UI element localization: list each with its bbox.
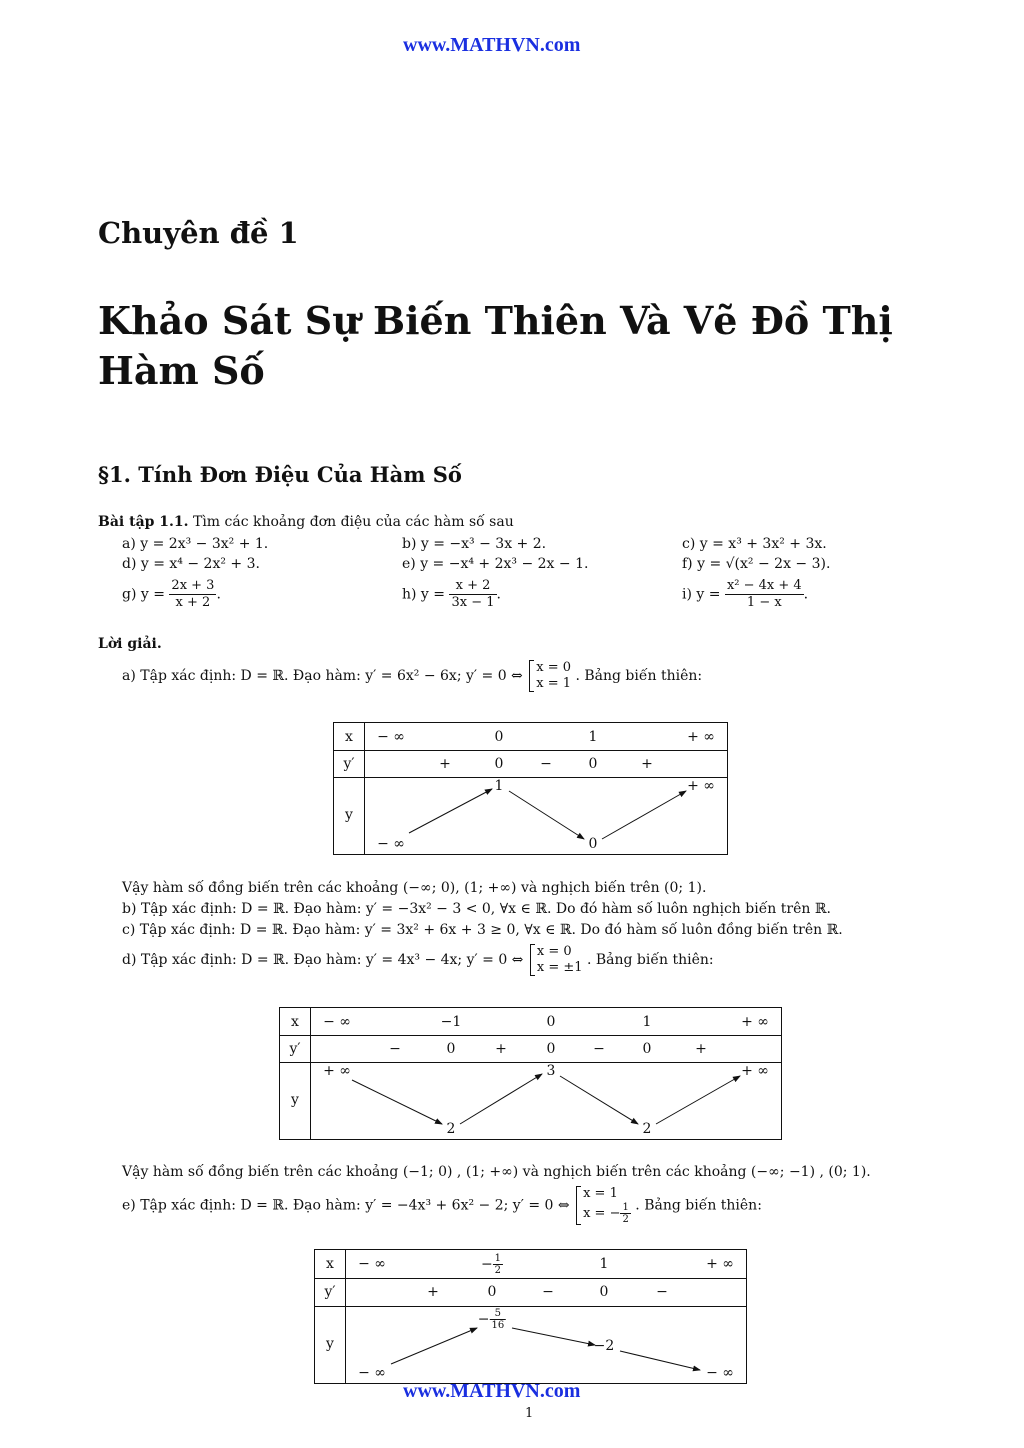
solution-a-conclusion: Vậy hàm số đồng biến trên các khoảng (−∞; 0), (1; +∞) và nghịch biến trên (0; 1). [122, 880, 707, 896]
e-sys-2-den: 2 [622, 1214, 629, 1225]
table-d-y-1: 2 [446, 1121, 456, 1137]
table-d-arrow-up-2 [656, 1076, 740, 1124]
table-a-y-label: y [345, 807, 353, 823]
solution-e-text: e) Tập xác định: D = ℝ. Đạo hàm: y′ = −4x³ + 6x² − 2; y′ = 0 ⇔ [122, 1197, 570, 1214]
table-e-y-3: − ∞ [706, 1365, 734, 1381]
table-d-arrows [280, 1008, 781, 1139]
exercise-heading [98, 514, 514, 530]
e-sys-1: x = 1 [583, 1186, 618, 1201]
variation-table-a [333, 722, 728, 855]
variation-table-e [314, 1249, 747, 1384]
table-e-arrow-up-1 [391, 1328, 477, 1364]
table-d-arrow-down-1 [352, 1080, 442, 1124]
section-title: §1. Tính Đơn Điệu Của Hàm Số [98, 462, 462, 487]
table-a-y-2: 0 [588, 836, 598, 852]
solution-label: Lời giải. [98, 636, 162, 652]
table-a-yp-0: + [439, 756, 451, 772]
table-a-x-label: x [345, 729, 353, 745]
table-d-y-label: y [291, 1092, 299, 1108]
table-e-arrow-down-2 [620, 1351, 700, 1370]
table-e-y-label: y [326, 1336, 334, 1352]
table-a-x-3: + ∞ [687, 729, 715, 745]
solution-a-text: a) Tập xác định: D = ℝ. Đạo hàm: y′ = 6x² − 6x; y′ = 0 ⇔ [122, 668, 523, 684]
table-e-y-1-den: 16 [491, 1320, 505, 1331]
item-g-fraction [169, 578, 216, 611]
table-d-yp-label: y′ [289, 1041, 301, 1057]
table-d-x-label: x [291, 1014, 299, 1030]
item-i-den: 1 − x [746, 595, 782, 610]
table-d-yp-0: − [389, 1041, 401, 1057]
solution-a-line [122, 660, 702, 692]
table-d-arrow-down-2 [560, 1076, 638, 1124]
table-a-yp-3: 0 [588, 756, 598, 772]
table-d-x-4: + ∞ [741, 1014, 769, 1030]
table-a-yp-4: + [641, 756, 653, 772]
table-a-arrow-up-2 [602, 791, 686, 839]
exercise-item-a: a) y = 2x³ − 3x² + 1. [122, 536, 269, 552]
item-i-fraction [725, 578, 804, 611]
table-e-y-2: −2 [593, 1338, 615, 1354]
variation-table-d [279, 1007, 782, 1140]
table-e-y-1-num: 5 [490, 1308, 507, 1320]
exercise-item-d: d) y = x⁴ − 2x² + 3. [122, 556, 260, 572]
table-e-yp-4: − [656, 1284, 668, 1300]
exercise-item-h: h) y = $\frac{x + 2}{3x - 1}$ . [402, 578, 501, 610]
item-g-den: x + 2 [175, 595, 211, 610]
table-e-arrow-down-1 [512, 1328, 595, 1345]
table-d-yp-2: + [495, 1041, 507, 1057]
table-e-yp-2: − [542, 1284, 554, 1300]
exercise-item-c: c) y = x³ + 3x² + 3x. [682, 536, 827, 552]
table-d-yp-3: 0 [546, 1041, 556, 1057]
solution-d-line [122, 944, 714, 976]
table-e-x-1-den: 2 [494, 1265, 502, 1276]
table-a-yp-label: y′ [343, 756, 355, 772]
table-a-arrow-down-1 [509, 791, 584, 839]
table-e-yp-label: y′ [324, 1284, 336, 1300]
exercise-item-g: g) y = $\frac{2x + 3}{x + 2}$ . [122, 578, 221, 610]
item-h-lead: h) y = [402, 586, 446, 603]
solution-b-line: b) Tập xác định: D = ℝ. Đạo hàm: y′ = −3x² − 3 < 0, ∀x ∈ ℝ. Do đó hàm số luôn nghịch biến trên ℝ. [122, 901, 831, 917]
table-e-x-1-num: 1 [494, 1253, 502, 1264]
solution-c-line: c) Tập xác định: D = ℝ. Đạo hàm: y′ = 3x² + 6x + 3 ≥ 0, ∀x ∈ ℝ. Do đó hàm số luôn đồng biến trên ℝ. [122, 922, 843, 938]
solution-d-tail: . Bảng biến thiên: [586, 952, 714, 968]
item-h-den: 3x − 1 [451, 595, 495, 610]
table-e-yp-1: 0 [487, 1284, 497, 1300]
a-sys-2: x = 1 [536, 676, 572, 691]
exercise-item-f: f) y = √(x² − 2x − 3). [682, 556, 831, 572]
table-d-yp-5: 0 [642, 1041, 652, 1057]
table-a-yp-2: − [540, 756, 552, 772]
table-d-y-4: + ∞ [741, 1063, 769, 1079]
table-a-y-3: + ∞ [687, 778, 715, 794]
e-sys-2-fraction [620, 1202, 630, 1225]
a-sys-1: x = 0 [536, 660, 572, 675]
table-d-arrow-up-1 [460, 1074, 542, 1124]
e-sys-2-lead: x = − [583, 1206, 621, 1221]
table-d-y-0: + ∞ [323, 1063, 351, 1079]
header-site-link[interactable]: www.MATHVN.com [403, 34, 581, 56]
solution-e-line [122, 1186, 762, 1225]
table-d-x-0: − ∞ [323, 1014, 351, 1030]
table-e-yp-0: + [427, 1284, 439, 1300]
item-i-num: x² − 4x + 4 [726, 578, 802, 593]
table-a-y-0: − ∞ [377, 836, 405, 852]
page-number: 1 [525, 1406, 534, 1421]
table-e-y-0: − ∞ [358, 1365, 386, 1381]
exercise-label: Bài tập 1.1. [98, 514, 189, 530]
table-d-yp-4: − [593, 1041, 605, 1057]
table-e-x-0: − ∞ [358, 1256, 386, 1272]
solution-e-system [576, 1186, 631, 1225]
table-e-y-1-sign: − [477, 1311, 490, 1328]
item-i-lead: i) y = [682, 586, 721, 603]
item-h-num: x + 2 [449, 578, 496, 595]
solution-a-tail: . Bảng biến thiên: [575, 668, 703, 684]
table-a-x-2: 1 [588, 729, 598, 745]
table-a-x-1: 0 [494, 729, 504, 745]
table-e-x-1-sign: − [480, 1256, 493, 1273]
table-d-yp-6: + [695, 1041, 707, 1057]
exercise-item-b: b) y = −x³ − 3x + 2. [402, 536, 547, 552]
table-e-x-label: x [326, 1256, 334, 1272]
d-sys-1: x = 0 [536, 944, 572, 959]
solution-d-text: d) Tập xác định: D = ℝ. Đạo hàm: y′ = 4x³ − 4x; y′ = 0 ⇔ [122, 952, 524, 968]
solution-a-system [529, 660, 571, 692]
item-g-lead: g) y = [122, 586, 165, 603]
table-d-yp-1: 0 [446, 1041, 456, 1057]
chapter-title: Khảo Sát Sự Biến Thiên Và Vẽ Đồ Thị Hàm Số [98, 298, 893, 393]
chapter-label: Chuyên đề 1 [98, 216, 299, 250]
table-e-yp-3: 0 [599, 1284, 609, 1300]
table-a-x-0: − ∞ [377, 729, 405, 745]
e-sys-2 [583, 1202, 631, 1225]
table-d-x-3: 1 [642, 1014, 652, 1030]
table-a-y-1: 1 [494, 778, 504, 794]
table-d-x-1: −1 [440, 1014, 462, 1030]
table-d-y-3: 2 [642, 1121, 652, 1137]
table-e-x-3: + ∞ [706, 1256, 734, 1272]
table-a-arrows [334, 723, 727, 854]
exercise-prompt: Tìm các khoảng đơn điệu của các hàm số sau [192, 514, 514, 530]
item-h-fraction [449, 578, 496, 611]
table-e-arrows [315, 1250, 746, 1383]
exercise-item-e: e) y = −x⁴ + 2x³ − 2x − 1. [402, 556, 589, 572]
table-d-y-2: 3 [546, 1063, 556, 1079]
table-a-yp-1: 0 [494, 756, 504, 772]
solution-d-system [530, 944, 583, 976]
exercise-item-i: i) y = $\frac{\text{x² − 4x + 4}}{1 - x}$ . [682, 578, 809, 610]
table-e-x-2: 1 [599, 1256, 609, 1272]
solution-e-tail: . Bảng biến thiên: [635, 1197, 762, 1214]
table-a-arrow-up-1 [409, 789, 492, 833]
solution-d-conclusion: Vậy hàm số đồng biến trên các khoảng (−1; 0) , (1; +∞) và nghịch biến trên các khoảng (−∞; −1) , (0; 1). [122, 1164, 871, 1180]
table-d-x-2: 0 [546, 1014, 556, 1030]
item-g-num: 2x + 3 [171, 578, 215, 593]
d-sys-2: x = ±1 [536, 960, 583, 975]
e-sys-2-num: 1 [622, 1202, 629, 1213]
footer-site-link[interactable]: www.MATHVN.com [403, 1380, 581, 1402]
